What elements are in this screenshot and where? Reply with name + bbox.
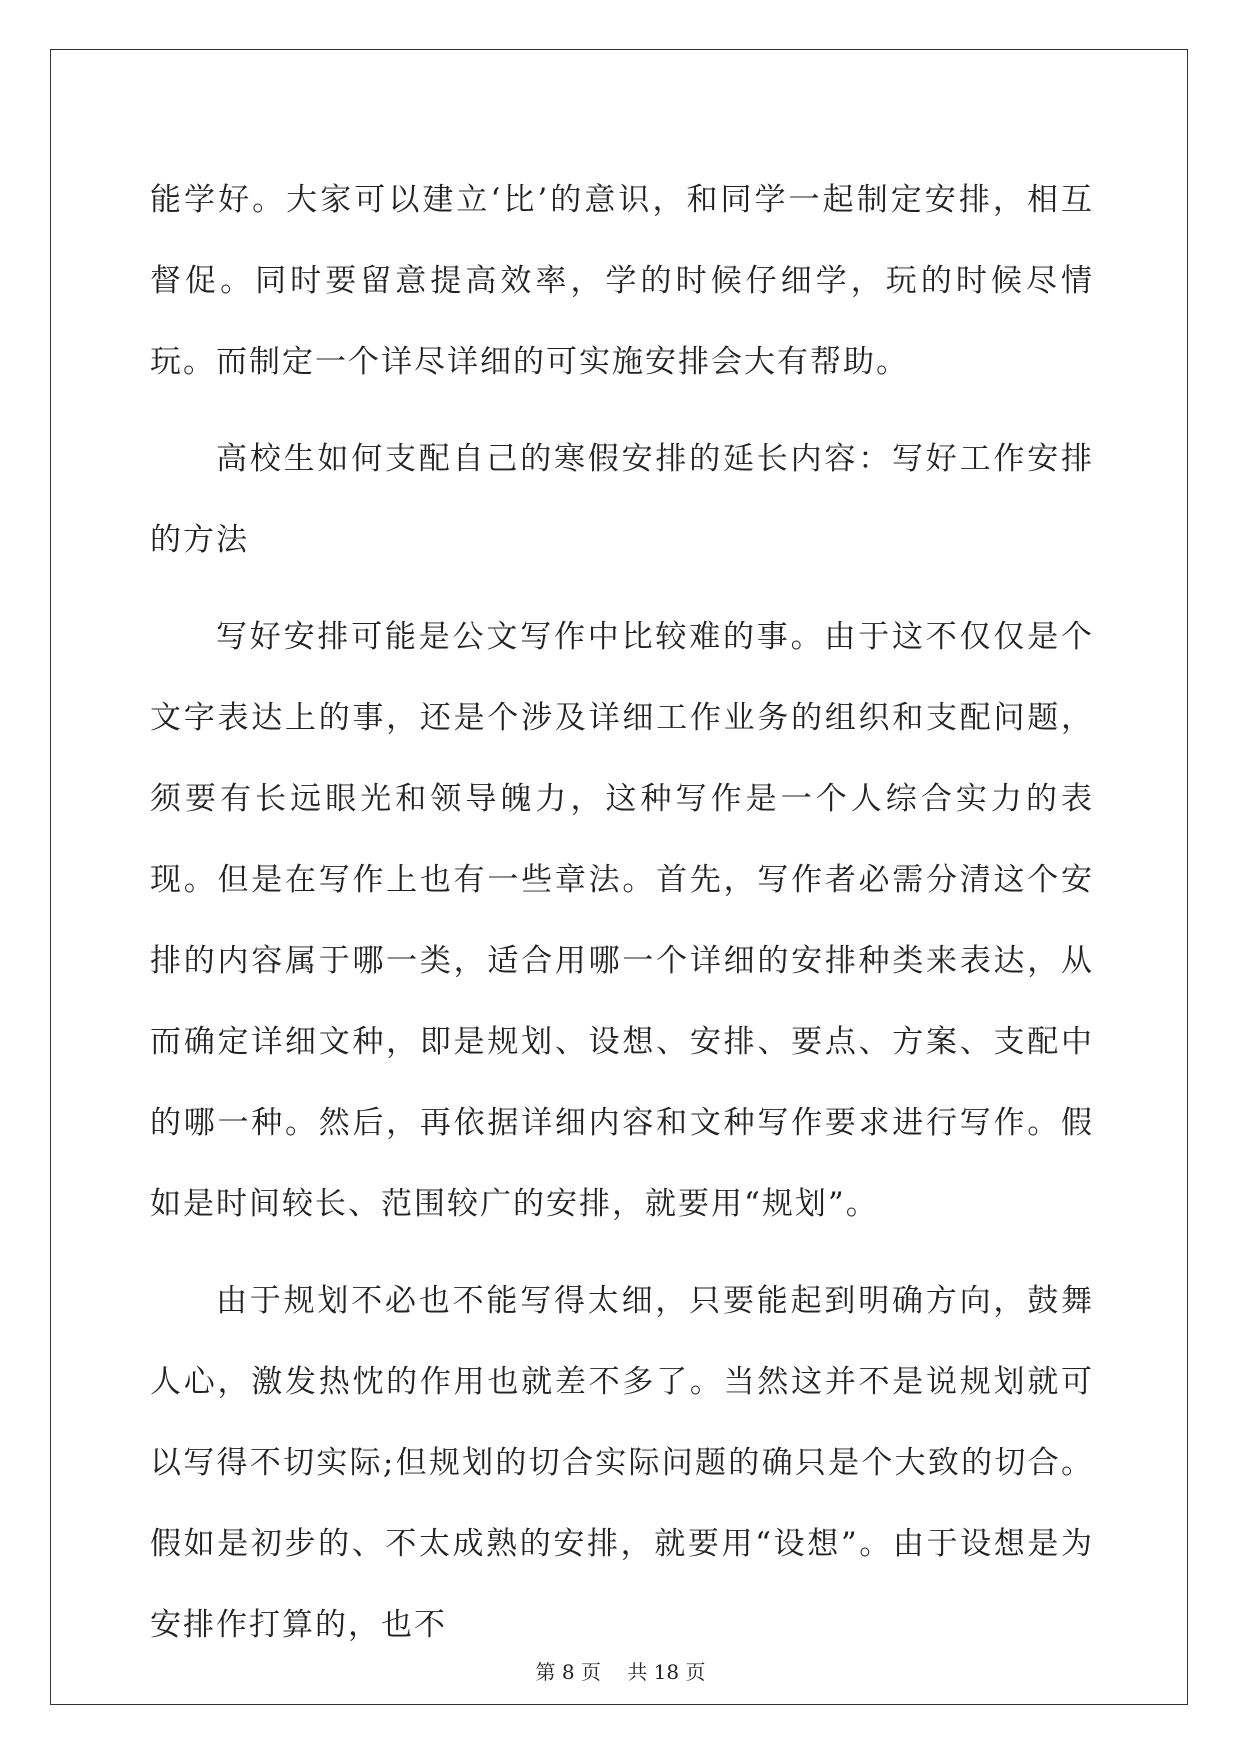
page-number: 第 8 页 <box>535 1660 601 1684</box>
page-total: 共 18 页 <box>627 1660 706 1684</box>
document-body <box>150 160 1094 1682</box>
paragraph: 写好安排可能是公文写作中比较难的事。由于这不仅仅是个文字表达上的事，还是个涉及详细工作业务的组织和支配问题，须要有长远眼光和领导魄力，这种写作是一个人综合实力的表现。但是在写作上也有一些章法。首先，写作者必需分清这个安排的内容属于哪一类，适合用哪一个详细的安排种类来表达，从而确定详细文种，即是规划、设想、安排、要点、方案、支配中的哪一种。然后，再依据详细内容和文种写作要求进行写作。假如是时间较长、范围较广的安排，就要用“规划”。 <box>150 619 1094 1222</box>
paragraph: 高校生如何支配自己的寒假安排的延长内容：写好工作安排的方法 <box>150 441 1094 558</box>
paragraph: 能学好。大家可以建立‘比’的意识，和同学一起制定安排，相互督促。同时要留意提高效率，学的时候仔细学，玩的时候尽情玩。而制定一个详尽详细的可实施安排会大有帮助。 <box>150 182 1094 380</box>
paragraph: 由于规划不必也不能写得太细，只要能起到明确方向，鼓舞人心，激发热忱的作用也就差不多了。当然这并不是说规划就可以写得不切实际;但规划的切合实际问题的确只是个大致的切合。假如是初步的、不太成熟的安排，就要用“设想”。由于设想是为安排作打算的，也不 <box>150 1283 1094 1643</box>
page-footer <box>0 1659 1241 1685</box>
